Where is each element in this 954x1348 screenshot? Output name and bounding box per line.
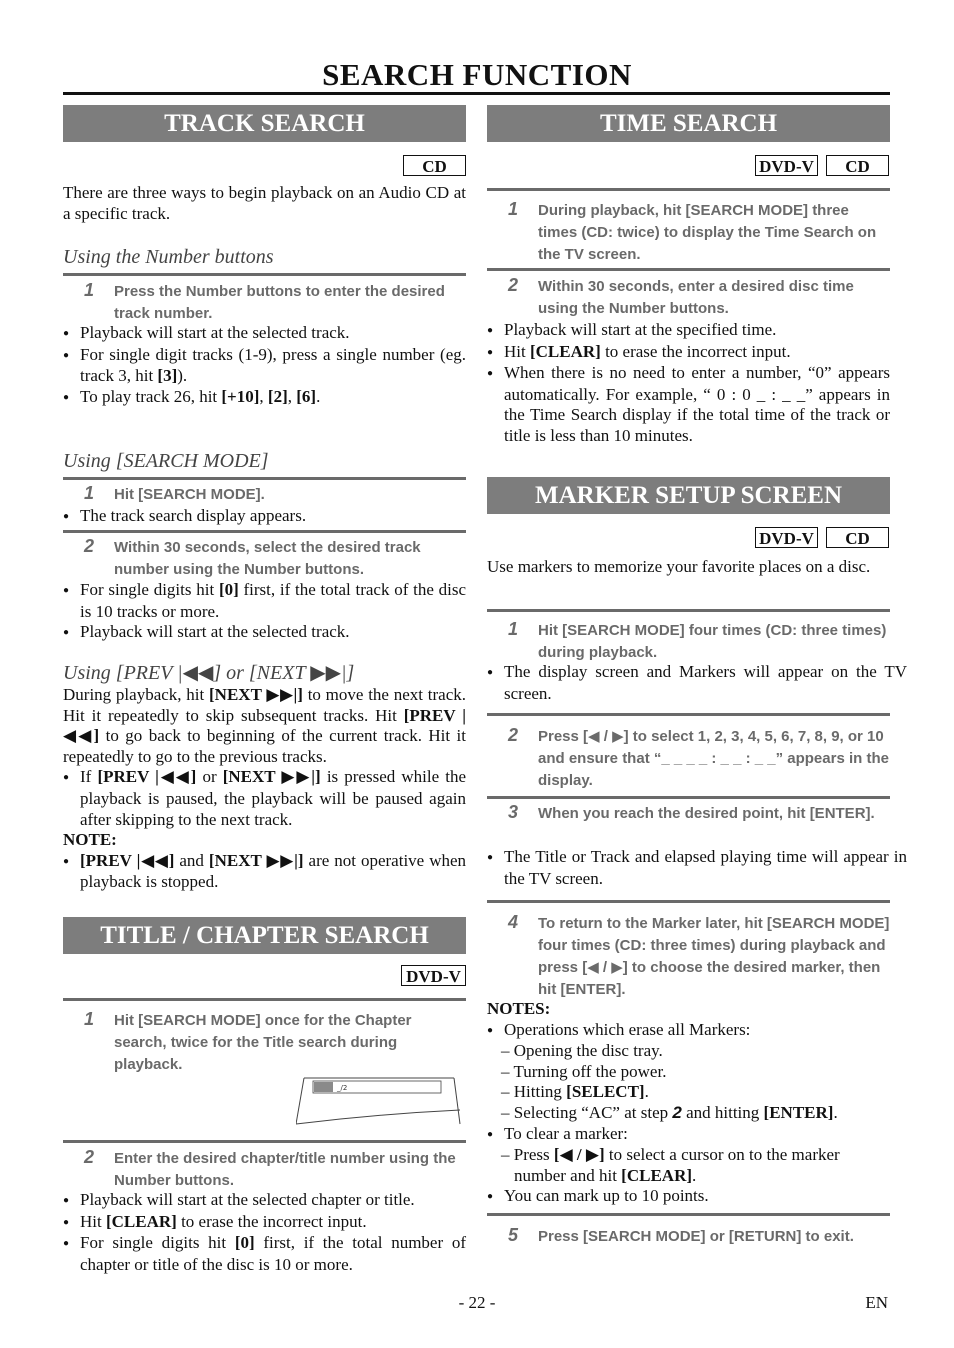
bullet-item: ● Playback will start at the selected chapter or title. (63, 1190, 466, 1212)
step-number: 1 (84, 1009, 95, 1029)
dash-item: – Hitting [SELECT]. (501, 1082, 649, 1102)
step-text: Within 30 seconds, enter a desired disc time using the Number buttons. (538, 278, 854, 317)
title-rule (63, 92, 890, 95)
track-search-intro: There are three ways to begin playback on an Audio CD at a specific track. (63, 183, 466, 223)
search-mode-subheading: Using [SEARCH MODE] (63, 450, 269, 472)
track-search-heading: TRACK SEARCH (63, 105, 466, 142)
dash-item: – Opening the disc tray. (501, 1041, 663, 1061)
step-text: Enter the desired chapter/title number using the Number buttons. (114, 1150, 456, 1189)
bullet-list (63, 323, 466, 408)
time-search-heading: TIME SEARCH (487, 105, 890, 142)
bullet-item: ● If [PREV |◀◀] or [NEXT ▶▶|] is pressed while the playback is paused, the playback will be paused again after skipping to the next track. (63, 767, 466, 830)
step-text: Press [SEARCH MODE] or [RETURN] to exit. (538, 1228, 854, 1245)
step-text: Press the Number buttons to enter the desired track number. (114, 283, 445, 322)
bullet-item: ● The Title or Track and elapsed playing time will appear in the TV screen. (487, 847, 907, 889)
bullet-item: ● For single digits hit [0] first, if the total number of chapter or title of the disc is 10 or more. (63, 1233, 466, 1275)
bullet-item: ● To clear a marker: (487, 1124, 890, 1146)
dash-item: – Turning off the power. (501, 1061, 667, 1081)
bullet-item: ● Playback will start at the selected track. (63, 622, 466, 644)
language-code: EN (865, 1293, 888, 1312)
step-text: Within 30 seconds, select the desired track number using the Number buttons. (114, 539, 421, 578)
cd-tag: CD (403, 155, 466, 176)
cd-tag: CD (826, 527, 889, 548)
marker-setup-heading: MARKER SETUP SCREEN (487, 477, 890, 514)
step-rule (63, 530, 466, 533)
marker-notes (487, 999, 890, 1208)
dvd-v-tag: DVD-V (755, 155, 818, 176)
bullet-item: ● For single digit tracks (1-9), press a single number (eg. track 3, hit [3]). (63, 345, 466, 387)
bullet-item: ● The track search display appears. (63, 506, 483, 528)
step-text: When you reach the desired point, hit [ENTER]. (538, 805, 875, 822)
bullet-item: ● [PREV |◀◀] and [NEXT ▶▶|] are not operative when playback is stopped. (63, 851, 466, 893)
bullet-item: ● When there is no need to enter a number, “0” appears automatically. For example, “ 0 : 0 _ : _ _” appears in the Time Search display if the total time of the track or title is less than 10 minutes. (487, 363, 890, 446)
step-number: 5 (508, 1225, 519, 1245)
note-label: NOTE: (63, 830, 117, 850)
step-rule (487, 268, 890, 271)
step-text: Hit [SEARCH MODE]. (114, 486, 265, 503)
step-rule (487, 713, 890, 716)
step-rule (487, 796, 890, 799)
bullet-item: ● Hit [CLEAR] to erase the incorrect input. (487, 342, 890, 364)
dash-item: – Selecting “AC” at step 2 and hitting [ENTER]. (501, 1102, 838, 1122)
cd-tag: CD (826, 155, 889, 176)
dvd-v-tag: DVD-V (755, 527, 818, 548)
step-rule (63, 1140, 466, 1143)
step-rule (63, 273, 466, 276)
step-number: 2 (508, 725, 519, 745)
bullet-list (63, 1190, 466, 1275)
step-text: During playback, hit [SEARCH MODE] three times (CD: twice) to display the Time Search on the TV screen. (538, 202, 877, 263)
marker-intro: Use markers to memorize your favorite places on a disc. (487, 557, 871, 576)
step-rule (487, 188, 890, 191)
bullet-item: ● Playback will start at the selected track. (63, 323, 466, 345)
notes-label: NOTES: (487, 999, 551, 1018)
dvd-v-tag: DVD-V (401, 965, 466, 986)
step-rule (487, 1213, 890, 1216)
step-number: 1 (84, 280, 95, 300)
step-number: 1 (508, 619, 519, 639)
step-rule (63, 477, 466, 480)
step-number: 2 (84, 1147, 95, 1167)
step-number: 2 (508, 275, 519, 295)
bullet-item: ● For single digits hit [0] first, if the total track of the disc is 10 tracks or more. (63, 580, 466, 622)
number-buttons-subheading: Using the Number buttons (63, 246, 274, 268)
osd-chapter-text: _/2 (337, 1084, 348, 1092)
bullet-item: ● You can mark up to 10 points. (487, 1186, 890, 1208)
title-chapter-heading: TITLE / CHAPTER SEARCH (63, 917, 466, 954)
step-rule (487, 609, 890, 612)
step-rule (63, 998, 466, 1001)
prev-next-subheading: Using [PREV |◀◀] or [NEXT ▶▶|] (63, 662, 355, 684)
tv-screen-illustration (296, 1076, 462, 1128)
prev-next-body (63, 685, 466, 893)
prev-next-paragraph: During playback, hit [NEXT ▶▶|] to move the next track. Hit it repeatedly to skip subsequent tracks. Hit [PREV |◀◀] to go back to beginning of the current track. Hit it repeatedly to go to the previous tracks. (63, 685, 466, 766)
step-text: Hit [SEARCH MODE] once for the Chapter search, twice for the Title search during playback. (114, 1012, 412, 1073)
step-rule (487, 900, 890, 903)
dash-item: – Press [◀ / ▶] to select a cursor on to the marker number and hit [CLEAR]. (501, 1145, 840, 1185)
bullet-item: ● Playback will start at the specified time. (487, 320, 890, 342)
bullet-item: ● Hit [CLEAR] to erase the incorrect input. (63, 1212, 466, 1234)
bullet-item: ● The display screen and Markers will appear on the TV screen. (487, 662, 907, 704)
step-number: 4 (508, 912, 519, 932)
step-number: 1 (84, 483, 95, 503)
page-title: SEARCH FUNCTION (322, 57, 632, 92)
step-number: 3 (508, 802, 519, 822)
step-text: Hit [SEARCH MODE] four times (CD: three times) during playback. (538, 622, 887, 661)
bullet-list (487, 320, 890, 447)
bullet-list (63, 580, 466, 644)
bullet-item: ● Operations which erase all Markers: (487, 1020, 890, 1042)
step-number: 2 (84, 536, 95, 556)
bullet-item: ● To play track 26, hit [+10], [2], [6]. (63, 387, 466, 409)
step-number: 1 (508, 199, 519, 219)
step-text: Press [◀ / ▶] to select 1, 2, 3, 4, 5, 6, 7, 8, 9, or 10 and ensure that “_ _ _ _ : _ _ : _ _” appears in the display. (538, 728, 889, 789)
step-text: To return to the Marker later, hit [SEARCH MODE] four times (CD: three times) during playback and press [◀ / ▶] to choose the desired marker, then hit [ENTER]. (538, 915, 890, 998)
page-number: - 22 - (458, 1293, 496, 1312)
